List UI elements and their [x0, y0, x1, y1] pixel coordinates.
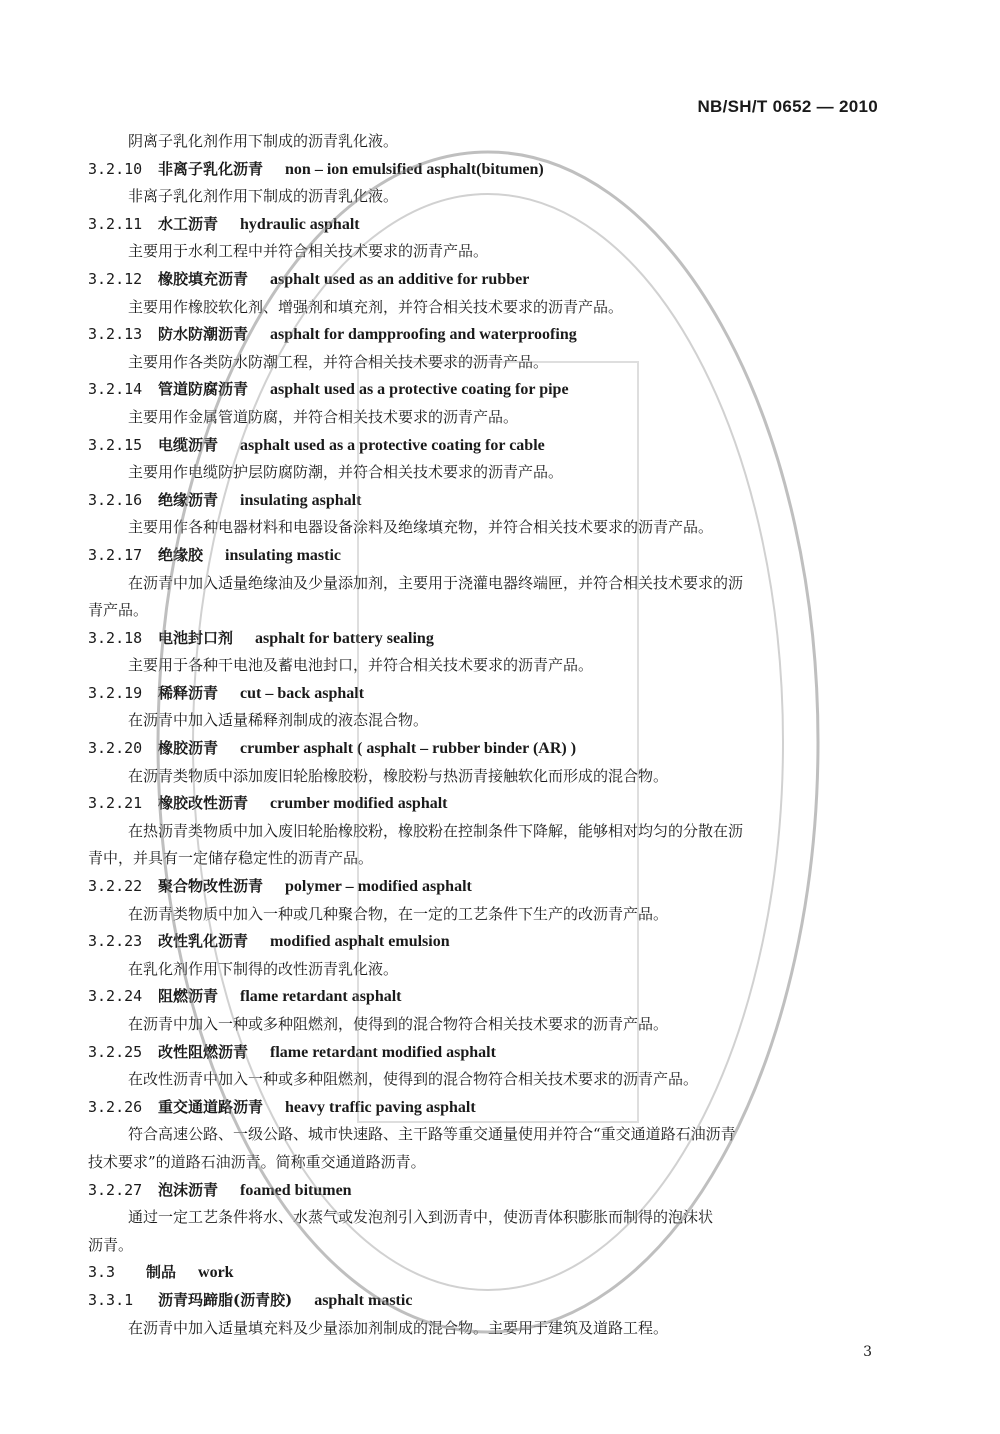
term-number: 3.2.17 [88, 545, 143, 564]
term-heading [88, 1094, 888, 1122]
term-heading [88, 1259, 888, 1287]
term-definition: 符合高速公路、一级公路、城市快速路、主干路等重交通量使用并符合“重交通道路石油沥青 [128, 1125, 736, 1144]
term-english: asphalt used as an additive for rubber [270, 270, 530, 288]
term-number: 3.2.13 [88, 325, 143, 344]
term-definition: 在沥青类物质中添加废旧轮胎橡胶粉，橡胶粉与热沥青接触软化而形成的混合物。 [128, 766, 669, 785]
term-chinese: 橡胶沥青 [158, 739, 219, 758]
definition-continuation: 青产品。 [88, 601, 149, 620]
term-definition: 主要用于各种干电池及蓄电池封口，并符合相关技术要求的沥青产品。 [128, 656, 594, 675]
term-chinese: 管道防腐沥青 [158, 380, 249, 399]
term-number: 3.2.23 [88, 932, 143, 951]
term-definition: 主要用作电缆防护层防腐防潮，并符合相关技术要求的沥青产品。 [128, 463, 564, 482]
term-english: flame retardant asphalt [240, 988, 402, 1006]
term-definition: 在乳化剂作用下制得的改性沥青乳化液。 [128, 959, 399, 978]
term-chinese: 重交通道路沥青 [158, 1097, 264, 1116]
term-heading [88, 156, 888, 184]
term-definition: 主要用作各类防水防潮工程，并符合相关技术要求的沥青产品。 [128, 352, 549, 371]
term-chinese: 稀释沥青 [158, 683, 219, 702]
term-english: hydraulic asphalt [240, 215, 360, 233]
term-english: asphalt used as a protective coating for pipe [270, 381, 569, 399]
term-chinese: 电池封口剂 [158, 628, 234, 647]
term-definition: 在沥青中加入适量稀释剂制成的液态混合物。 [128, 711, 429, 730]
term-heading [88, 321, 888, 349]
term-heading [88, 542, 888, 570]
term-heading [88, 983, 888, 1011]
terms-content [88, 128, 888, 1342]
definition-continuation: 沥青。 [88, 1235, 134, 1254]
term-heading [88, 432, 888, 460]
term-number: 3.2.15 [88, 435, 143, 454]
term-heading [88, 625, 888, 653]
term-definition: 主要用作橡胶软化剂、增强剂和填充剂，并符合相关技术要求的沥青产品。 [128, 297, 624, 316]
term-number: 3.2.16 [88, 490, 143, 509]
term-english: flame retardant modified asphalt [270, 1043, 496, 1061]
term-number: 3.2.24 [88, 987, 143, 1006]
term-chinese: 非离子乳化沥青 [158, 159, 264, 178]
document-code: NB/SH/T 0652 — 2010 [697, 97, 878, 116]
term-definition: 在热沥青类物质中加入废旧轮胎橡胶粉，橡胶粉在控制条件下降解，能够相对均匀的分散在沥 [128, 821, 744, 840]
term-heading [88, 680, 888, 708]
term-heading [88, 376, 888, 404]
term-chinese: 泡沫沥青 [158, 1180, 219, 1199]
term-heading [88, 1039, 888, 1067]
term-english: non – ion emulsified asphalt(bitumen) [285, 160, 544, 178]
term-number: 3.3 [88, 1263, 116, 1282]
term-heading [88, 873, 888, 901]
term-definition: 在沥青中加入适量填充料及少量添加剂制成的混合物。主要用于建筑及道路工程。 [128, 1318, 669, 1337]
term-heading [88, 211, 888, 239]
term-number: 3.2.18 [88, 628, 143, 647]
term-english: crumber modified asphalt [270, 795, 448, 813]
term-definition: 在沥青中加入一种或多种阻燃剂，使得到的混合物符合相关技术要求的沥青产品。 [128, 1015, 669, 1033]
term-definition: 通过一定工艺条件将水、水蒸气或发泡剂引入到沥青中，使沥青体积膨胀而制得的泡沫状 [128, 1208, 714, 1227]
term-english: work [198, 1264, 234, 1282]
term-number: 3.2.20 [88, 739, 143, 758]
term-definition: 在沥青类物质中加入一种或几种聚合物，在一定的工艺条件下生产的改沥青产品。 [128, 904, 669, 923]
term-chinese: 橡胶改性沥青 [158, 794, 249, 813]
term-number: 3.3.1 [88, 1290, 134, 1309]
term-english: polymer – modified asphalt [285, 878, 472, 896]
term-chinese: 防水防潮沥青 [158, 325, 249, 344]
term-english: insulating asphalt [240, 491, 362, 509]
term-number: 3.2.22 [88, 877, 143, 896]
term-number: 3.2.26 [88, 1097, 143, 1116]
term-number: 3.2.21 [88, 794, 143, 813]
term-english: foamed bitumen [240, 1181, 352, 1199]
term-heading [88, 1177, 888, 1205]
term-chinese: 橡胶填充沥青 [158, 269, 249, 288]
term-heading [88, 266, 888, 294]
term-definition: 在沥青中加入适量绝缘油及少量添加剂，主要用于浇灌电器终端匣，并符合相关技术要求的沥 [128, 573, 744, 592]
term-english: asphalt for battery sealing [255, 629, 434, 647]
term-heading [88, 928, 888, 956]
term-number: 3.2.19 [88, 683, 143, 702]
term-chinese: 改性阻燃沥青 [158, 1042, 249, 1061]
term-definition: 主要用于水利工程中并符合相关技术要求的沥青产品。 [128, 242, 489, 261]
term-definition: 阴离子乳化剂作用下制成的沥青乳化液。 [128, 132, 399, 150]
term-number: 3.2.11 [88, 214, 143, 233]
term-definition: 非离子乳化剂作用下制成的沥青乳化液。 [128, 187, 399, 206]
term-heading [88, 790, 888, 818]
term-chinese: 制品 [146, 1263, 177, 1282]
term-number: 3.2.12 [88, 269, 143, 288]
term-heading [88, 735, 888, 763]
term-number: 3.2.14 [88, 380, 143, 399]
term-chinese: 聚合物改性沥青 [158, 877, 264, 896]
term-number: 3.2.10 [88, 159, 143, 178]
term-english: asphalt for dampproofing and waterproofing [270, 326, 577, 344]
page-number: 3 [863, 1344, 872, 1360]
term-chinese: 绝缘胶 [158, 545, 204, 564]
term-number: 3.2.27 [88, 1180, 143, 1199]
term-english: crumber asphalt ( asphalt – rubber binder (AR) ) [240, 740, 577, 758]
term-definition: 主要用作各种电器材料和电器设备涂料及绝缘填充物，并符合相关技术要求的沥青产品。 [128, 518, 714, 537]
term-english: heavy traffic paving asphalt [285, 1098, 476, 1116]
term-english: cut – back asphalt [240, 684, 365, 702]
term-english: asphalt mastic [314, 1291, 413, 1309]
term-chinese: 水工沥青 [158, 214, 219, 233]
term-english: asphalt used as a protective coating for cable [240, 436, 545, 454]
term-chinese: 电缆沥青 [158, 435, 219, 454]
definition-continuation: 技术要求”的道路石油沥青。简称重交通道路沥青。 [88, 1152, 426, 1171]
term-heading [88, 487, 888, 515]
term-definition: 主要用作金属管道防腐，并符合相关技术要求的沥青产品。 [128, 407, 519, 426]
term-english: modified asphalt emulsion [270, 933, 450, 951]
term-number: 3.2.25 [88, 1042, 143, 1061]
term-definition: 在改性沥青中加入一种或多种阻燃剂，使得到的混合物符合相关技术要求的沥青产品。 [128, 1070, 699, 1089]
term-chinese: 改性乳化沥青 [158, 932, 249, 951]
term-heading [88, 1287, 888, 1315]
term-chinese: 沥青玛蹄脂(沥青胶) [158, 1290, 293, 1309]
term-chinese: 阻燃沥青 [158, 987, 219, 1006]
term-english: insulating mastic [225, 546, 342, 564]
term-chinese: 绝缘沥青 [158, 490, 219, 509]
definition-continuation: 青中，并具有一定储存稳定性的沥青产品。 [88, 849, 374, 868]
